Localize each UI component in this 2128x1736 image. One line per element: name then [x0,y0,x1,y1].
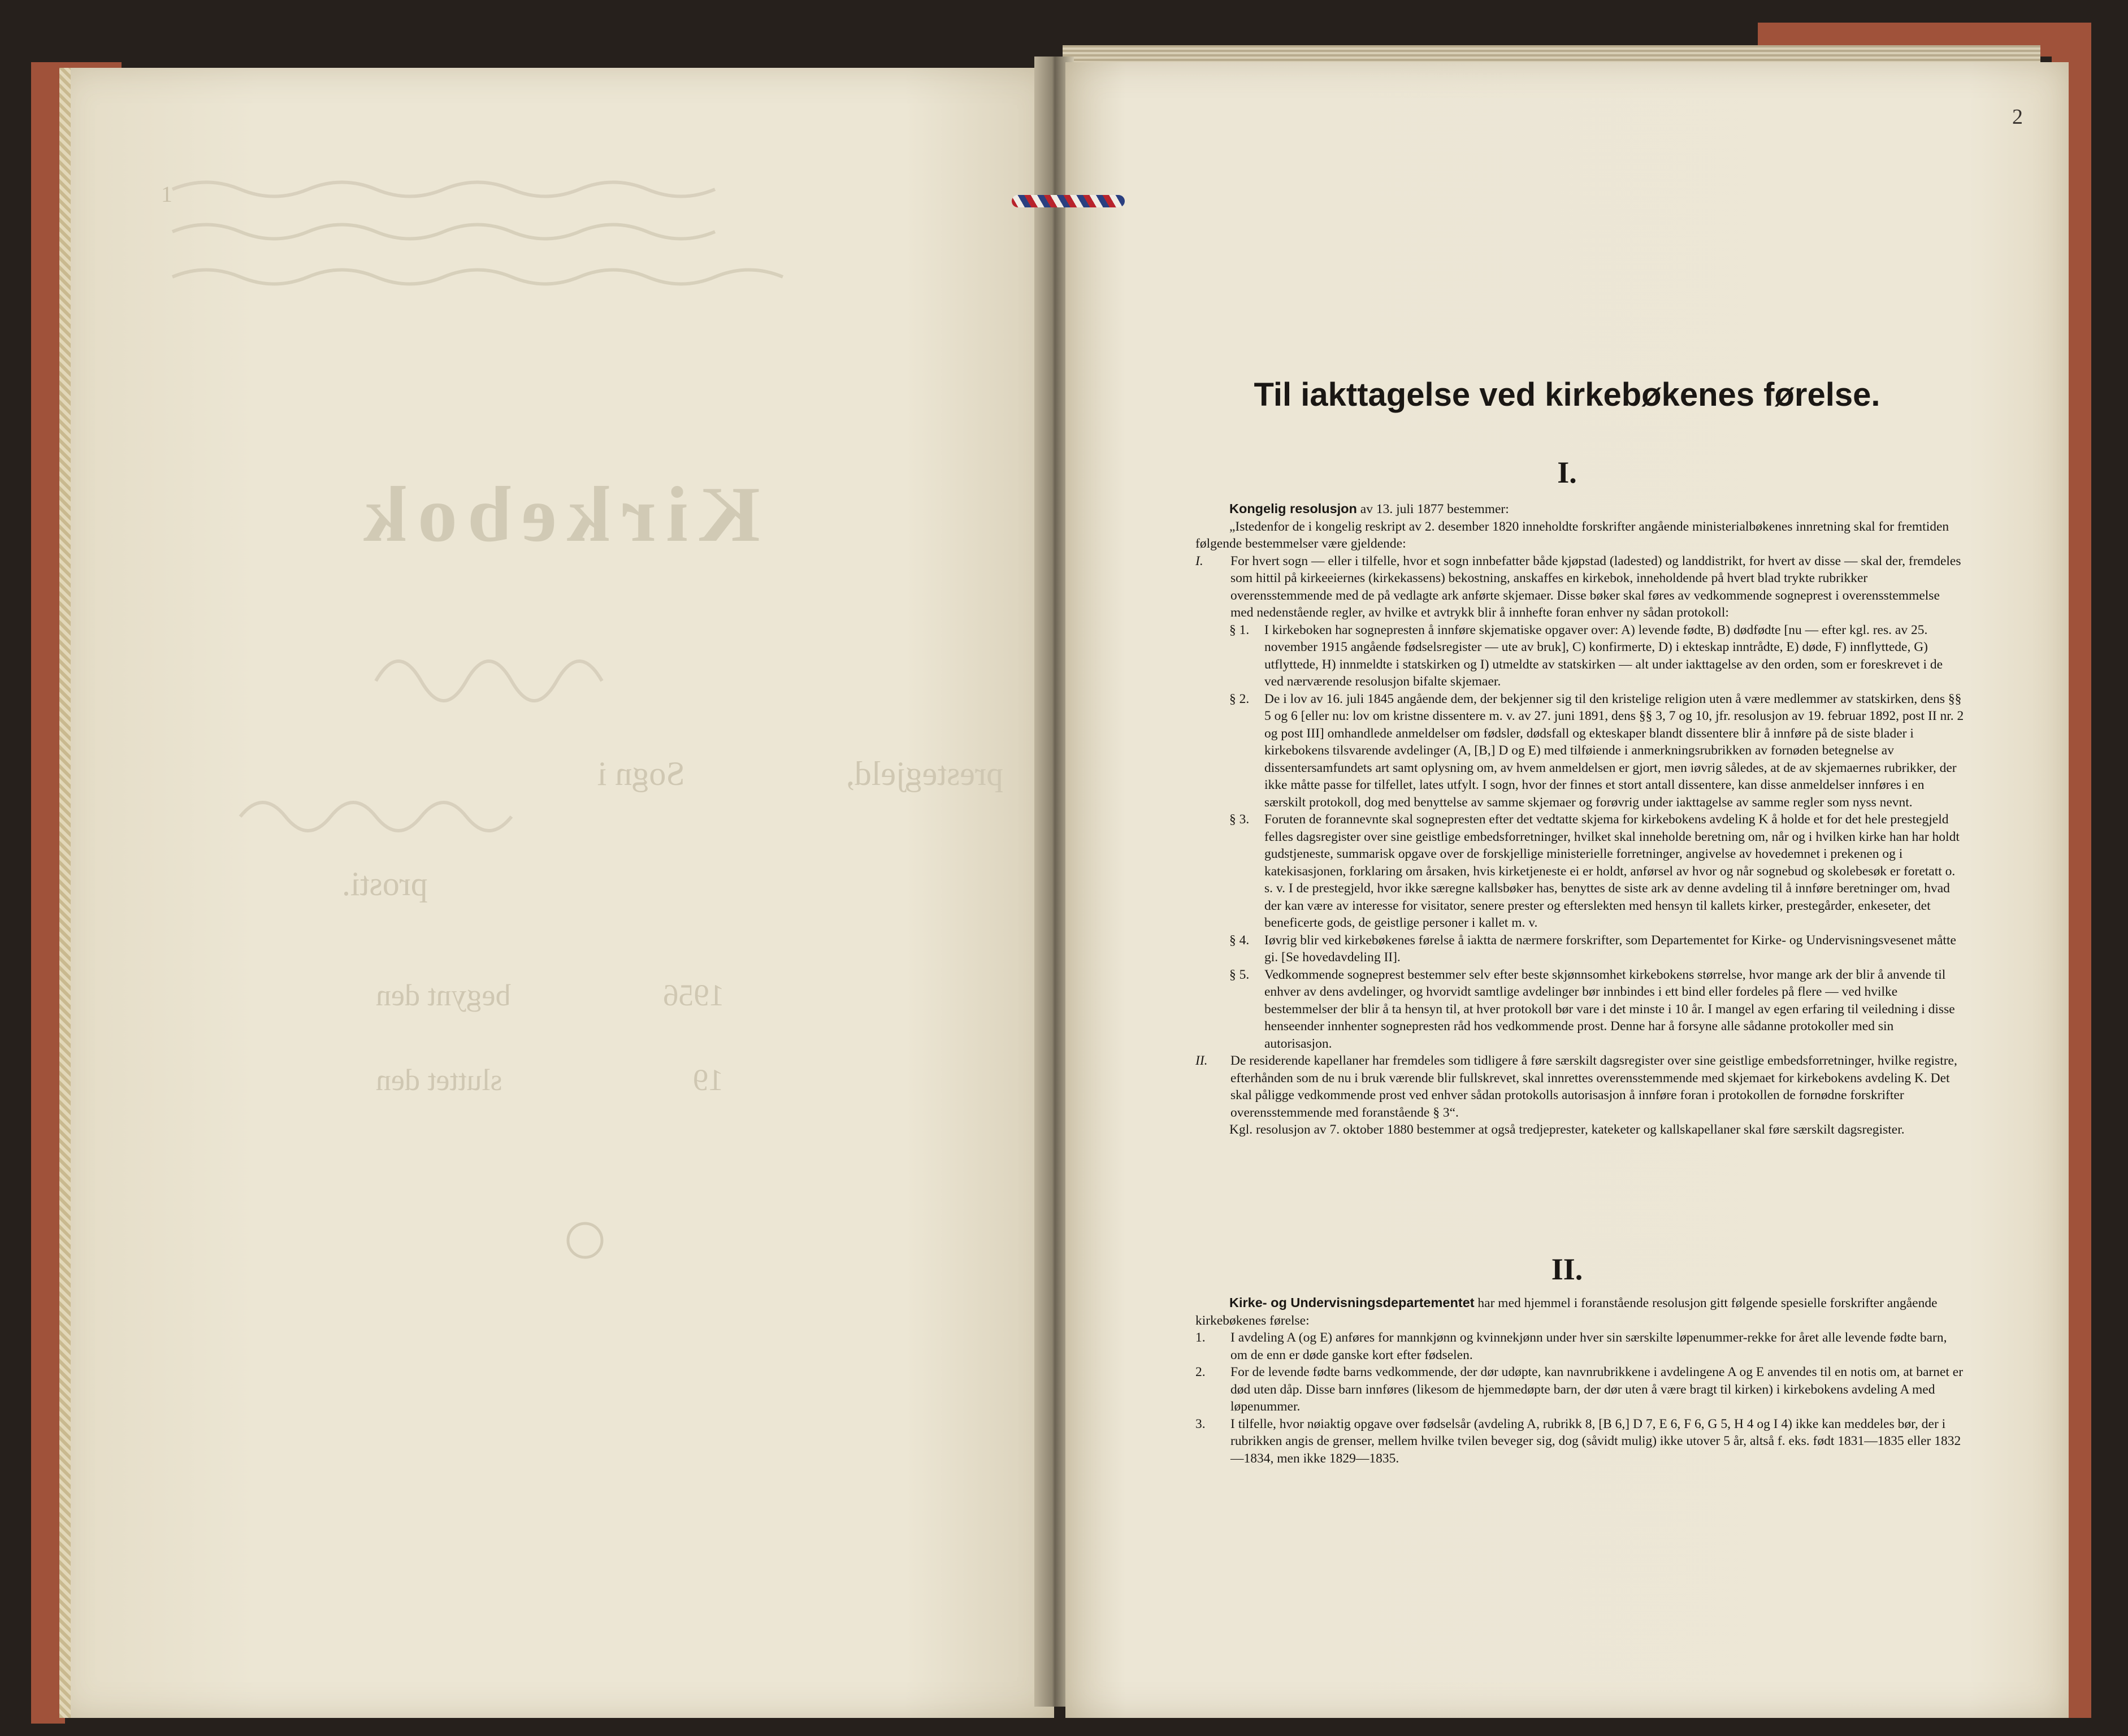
section-2-numeral: II. [1551,1252,1583,1286]
right-page-number: 2 [2012,105,2023,129]
item-I [1195,553,1964,622]
paragraph-2-label: § 2. [1229,691,1250,706]
paragraph-3-text: Foruten de forannevnte skal sognepresten efter det vedtatte skjema for kirkebokens avdeling K å holde et for det hele prestegjeld felles dagsregister over sine geistlige embedsforretninger, hvilket skal inneholde beretning om, når og i hvilken kirke han har holdt gudstjeneste, summarisk opgave over de forskjellige ministerielle forretninger, angivelse av hovedemnet i prekenen og i katekisasjonen, forklaring om årsaken, hvis kirketjeneste ei er holdt, anførsel av hvor og når sognebud og skolebesøk er foretatt o. s. v. I de prestegjeld, hvor ikke særegne kallsbøker has, benyttes de siste ark av denne avdeling til å innføre beretninger om, hvad der kan være av interesse for visitator, senere prester og efterslekten med hensyn til kallets kirker, prestegårder, enkeseter, det beneficerte gods, de geistlige personer i kallet m. v. [1264,812,1960,930]
faint-stamp-mark [568,1223,602,1257]
item-I-text: For hvert sogn — eller i tilfelle, hvor et sogn innbefatter både kjøpstad (ladested) og landdistrikt, for hvert av disse — skal der, fremdeles som hittil på kirkeeiernes (kirkekassens) bekostning, anskaffes en kirkebok, inneholdende på hvert blad trykte rubrikker overensstemmende med de på vedlagte ark anførte skjemaer. Disse bøker skal føres av vedkommende sogneprest i overensstemmelse med nedenstående regler, av hvilke et avtrykk blir å innhefte foran enhver ny sådan protokoll: [1230,553,1961,620]
rule-2-label: 2. [1195,1365,1206,1379]
section-1-numeral: I. [1557,455,1577,489]
paragraph-4-text: Iøvrig blir ved kirkebøkenes førelse å iaktta de nærmere forskrifter, som Departementet for Kirke- og Undervisningsvesenet måtte gi. [Se hovedavdeling II]. [1264,932,1956,965]
item-I-label: I. [1195,553,1203,568]
left-page-number: 1 [161,181,172,207]
paragraph-4 [1229,932,1964,966]
item-II-label: II. [1195,1053,1208,1068]
paragraph-1-text: I kirkeboken har sognepresten å innføre skjematiske opgaver over: A) levende fødte, B) dødfødte [nu — efter kgl. res. av 25. november 1915 angående fødselsregister — ute av bruk], C) konfirmerte, D) i ekteskap inntrådte, E) døde, F) innflyttede, G) utflyttede, H) innmeldte i statskirken og I) utmeldte av statskirken — alt under iakttagelse av den orden, som er foreskrevet i de ved nærværende resolusjon bifalte skjemaer. [1264,622,1943,689]
rule-2 [1195,1364,1964,1416]
paragraph-5 [1229,966,1964,1053]
rule-1 [1195,1329,1964,1364]
left-line-sogn-text: Sogn i [597,755,685,792]
section-2-intro-text: har med hjemmel i foranstående resolusjon gitt følgende spesielle forskrifter angående kirkebøkenes førelse: [1195,1296,1938,1328]
left-line-prestegjeld-text: prestegjeld, [846,755,1003,792]
paragraph-1-label: § 1. [1229,622,1250,637]
paragraph-5-label: § 5. [1229,967,1250,982]
paragraph-3 [1229,811,1964,932]
section-2-intro [1195,1294,1964,1329]
binding-thread [1012,195,1125,207]
left-page-title-show-through: Kirkebok [353,471,760,558]
item-II [1195,1052,1964,1121]
paragraph-4-label: § 4. [1229,932,1250,948]
left-line-begynt-year: 1956 [663,978,725,1012]
section-1-body [1195,500,1964,1139]
paragraph-1 [1229,622,1964,691]
paragraph-5-text: Vedkommende sogneprest bestemmer selv efter beste skjønnsomhet kirkebokens størrelse, hvor mange ark der blir å anvende til enhver av dens avdelinger, og hvorvidt samtlige avdelinger bør innbindes i ett bind eller fordeles på flere — ved hvilke bestemmelser der blir å ta hensyn til, at hver protokoll bør vare i det minste i 10 år. I mangel av egen erfaring til veiledning i disse henseender innhenter sognepresten råd hos vedkommende prost. Denne har å forsyne alle sådanne protokoller med sin autorisasjon. [1264,967,1955,1051]
rule-3-label: 3. [1195,1416,1206,1431]
rule-3 [1195,1416,1964,1468]
section-1-closing: Kgl. resolusjon av 7. oktober 1880 bestemmer at også tredjeprester, kateketer og kallskapellaner skal føre særskilt dagsregister. [1229,1122,1905,1137]
paragraph-2-text: De i lov av 16. juli 1845 angående dem, der bekjenner sig til den kristelige religion uten å være medlemmer av statskirken, dens §§ 5 og 6 [eller nu: lov om kristne dissentere m. v. av 27. juni 1891, dens §§ 3, 7 og 10, jfr. resolusjon av 19. februar 1892, post II nr. 2 og post III] omhandlede anmeldelser om fødsler, dødsfall og ekteskaper blandt dissentere blir å innføre på de siste blader i kirkebokens tilsvarende avdelinger (A, [B,] D og E) med tilføiende i anmerkningsrubrikken av fornøden betegnelse av dissentersamfundets art samt oplysning om, av hvem anmeldelsen er gjort, men iøvrig således, at de av skjemaernes rubrikker, der ikke måtte passe for tilfellet, lates utfylt. I sogn, hvor der finnes et stort antall dissentere, kan disse anmeldelser innføres i en særskilt protokoll, dog med benyttelse av samme skjemaer og forøvrig under iakttagelse av samme regler som nyss nevnt. [1264,691,1964,810]
rule-2-text: For de levende fødte barns vedkommende, der dør udøpte, kan navnrubrikkene i avdelingene A og E anvendes til en notis om, at barnet er død uten dåp. Disse barn innføres (likesom de hjemmedøpte barn, der dør uten å være bragt til kirken) i kirkebokens avdeling A med løpenummer. [1230,1365,1964,1414]
section-1-lead: Kongelig resolusjon [1229,501,1357,516]
section-1-intro-2: „Istedenfor de i kongelig reskript av 2. desember 1820 inneholdte forskrifter angående ministerialbøkenes innretning skal for fremtiden følgende bestemmelser være gjeldende: [1195,519,1949,551]
section-1-intro-1: av 13. juli 1877 bestemmer: [1356,502,1509,517]
rule-1-label: 1. [1195,1330,1206,1345]
left-line-sluttet-year: 19 [692,1063,723,1097]
document-title: Til iakttagelse ved kirkebøkenes førelse. [1254,376,1880,413]
section-1-intro [1195,500,1964,518]
left-page [59,68,1054,1718]
section-2-lead: Kirke- og Undervisningsdepartementet [1229,1295,1475,1310]
item-II-text: De residerende kapellaner har fremdeles som tidligere å føre særskilt dagsregister over sine geistlige embedsforretninger, hvilke registre, efterhånden som de nu i bruk værende blir fullskrevet, skal innrettes overensstemmende med skjemaet for kirkebokens avdeling K. Det skal påligge vedkommende prost ved enhver sådan protokolls autorisasjon å innføre foran i protokollen de fornødne forskrifter overensstemmende med foranstående § 3“. [1230,1053,1957,1120]
rule-1-text: I avdeling A (og E) anføres for mannkjønn og kvinnekjønn under hver sin særskilte løpenummer-rekke for året alle levende fødte barn, om de enn er døde ganske kort efter fødselen. [1230,1330,1947,1362]
rule-3-text: I tilfelle, hvor nøiaktig opgave over fødselsår (avdeling A, rubrikk 8, [B 6,] D 7, E 6, F 6, G 5, H 4 og I 4) ikke kan meddeles bør, der i rubrikken angis de grenser, mellem hvilke tvilen beveger sig, dog (såvidt mulig) ikke utover 5 år, altså f. eks. født 1831—1835 eller 1832—1834, men ikke 1829—1835. [1230,1416,1961,1466]
paragraph-3-label: § 3. [1229,812,1250,827]
decorative-border-strip [59,68,71,1718]
left-line-sluttet-text: sluttet den [376,1063,502,1097]
faint-handwriting-strokes [59,68,1054,1718]
left-line-begynt-text: begynt den [376,978,511,1012]
paragraph-2 [1229,691,1964,811]
section-2-body [1195,1294,1964,1467]
left-line-prosti-text: prosti. [342,865,428,902]
